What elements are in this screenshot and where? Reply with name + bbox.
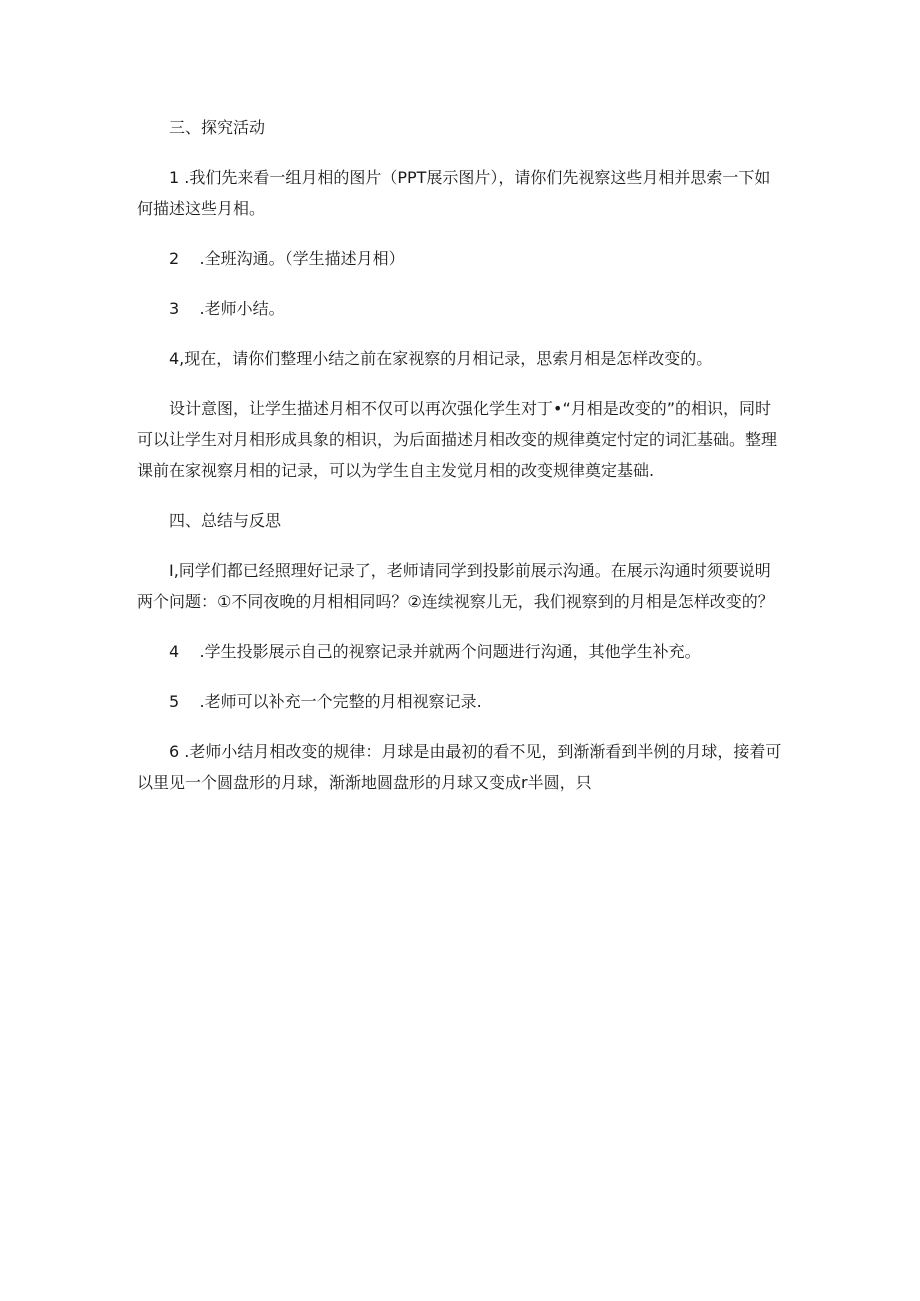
paragraph-step-4: 4,现在，请你们整理小结之前在家视察的月相记录，思索月相是怎样改变的。 [169, 349, 713, 368]
paragraph-summary-5: 5 .老师可以补充一个完整的月相视察记录. [169, 692, 482, 711]
paragraph-design-intent: 设计意图，让学生描述月相不仅可以再次强化学生对丁•“月相是改变的”的相识，同时可以让学生对月相形成具象的相识，为后面描述月相改变的规律奠定忖定的词汇基础。整理课前在家视察月相的记录，可以为学生自主发觉月相的改变规律奠定基础. [137, 399, 778, 480]
paragraph-summary-6: 6 .老师小结月相改变的规律：月球是由最初的看不见，到渐渐看到半例的月球，接着可以里见一个圆盘形的月球，渐渐地圆盘形的月球又变成r半圆，只 [137, 742, 782, 792]
paragraph-step-2: 2 .全班沟通。（学生描述月相） [169, 249, 405, 268]
paragraph-summary-4: 4 .学生投影展示自己的视察记录并就两个问题进行沟通，其他学生补充。 [169, 642, 701, 661]
document-body [137, 112, 782, 817]
paragraph-step-1: 1 .我们先来看一组月相的图片（PPT展示图片），请你们先视察这些月相并思索一下如何描述这些月相。 [137, 168, 771, 218]
paragraph-summary-1: I,同学们都已经照理好记录了，老师请同学到投影前展示沟通。在展示沟通时须要说明两个问题：①不同夜晚的月相相同吗？②连续视察儿无，我们视察到的月相是怎样改变的？ [137, 561, 774, 611]
section-heading-explore: 三、探究活动 [169, 118, 266, 137]
section-heading-summary: 四、总结与反思 [169, 511, 282, 530]
paragraph-step-3: 3 .老师小结。 [169, 299, 285, 318]
